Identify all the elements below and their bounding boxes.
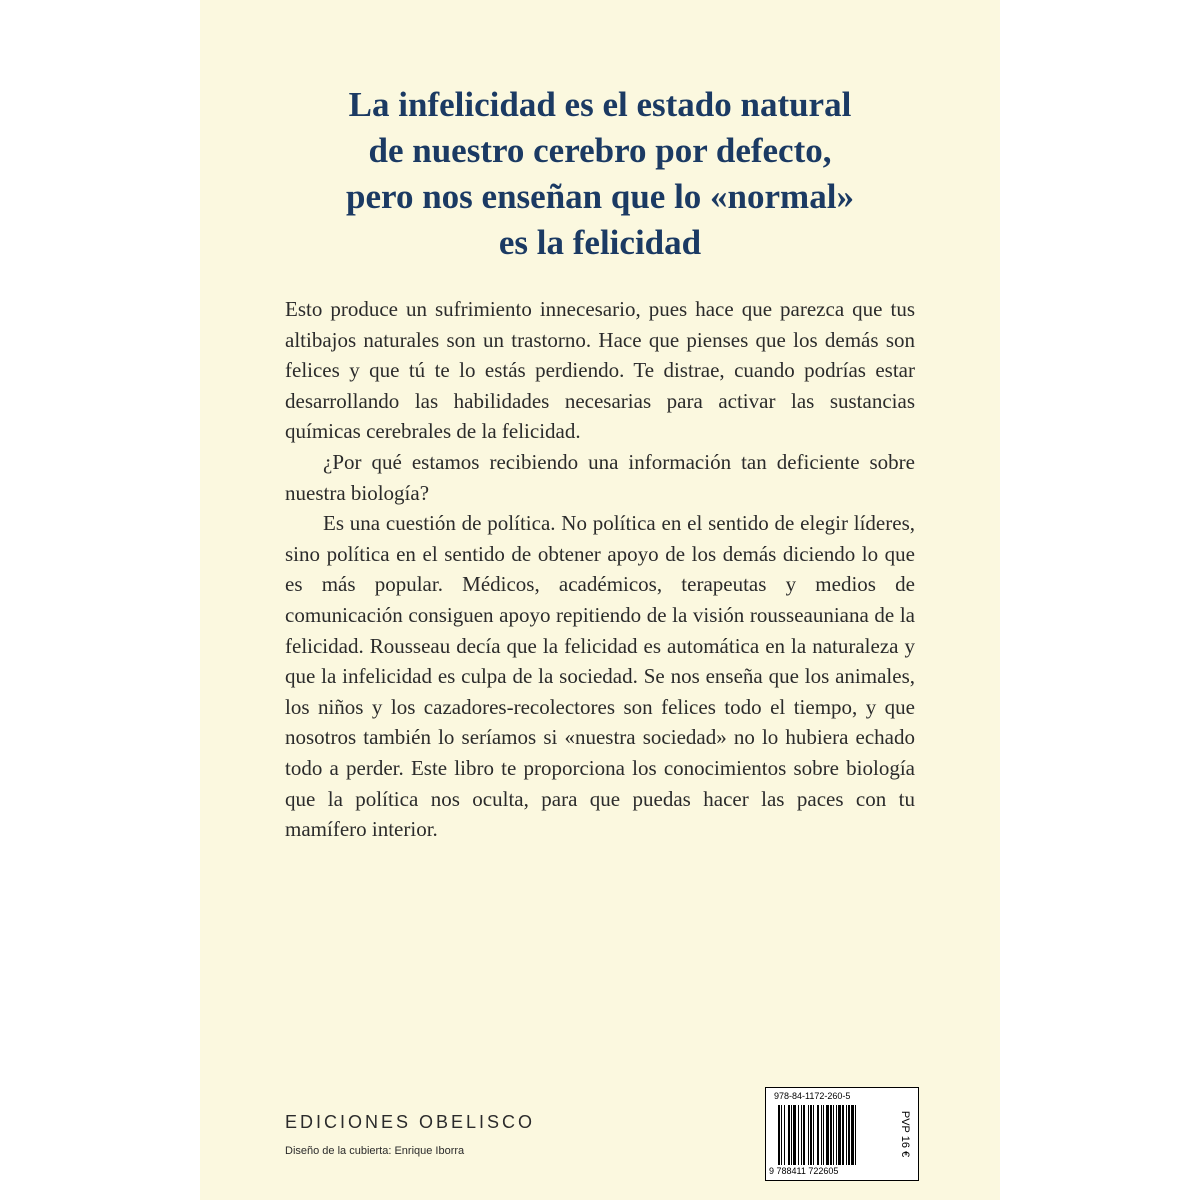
blurb xyxy=(285,294,915,845)
barcode-bar xyxy=(784,1105,785,1165)
blurb-paragraph: ¿Por qué estamos recibiendo una información tan deficiente sobre nuestra biología? xyxy=(285,449,915,505)
headline-line: de nuestro cerebro por defecto, xyxy=(368,131,832,170)
barcode-bar xyxy=(798,1105,799,1165)
price-label: PVP 16 € xyxy=(899,1110,911,1158)
barcode-bar xyxy=(808,1105,809,1165)
barcode-bar xyxy=(778,1105,780,1165)
barcode-bar xyxy=(788,1105,790,1165)
barcode-bar xyxy=(826,1105,829,1165)
isbn-number: 978-84-1172-260-5 xyxy=(774,1091,851,1101)
barcode-bars xyxy=(778,1105,895,1165)
isbn-barcode xyxy=(765,1087,919,1181)
barcode-bar xyxy=(848,1105,850,1165)
barcode-bar xyxy=(842,1105,844,1165)
barcode-bar xyxy=(833,1105,834,1165)
publisher-name: EDICIONES OBELISCO xyxy=(285,1112,536,1132)
barcode-bar xyxy=(781,1105,782,1165)
barcode-bar xyxy=(836,1105,837,1165)
book-back-cover xyxy=(200,0,1000,1200)
barcode-bar xyxy=(830,1105,832,1165)
barcode-bar xyxy=(821,1105,822,1165)
cover-design-credit: Diseño de la cubierta: Enrique Iborra xyxy=(285,1145,465,1157)
barcode-bar xyxy=(851,1105,854,1165)
barcode-bar xyxy=(855,1105,856,1165)
barcode-bar xyxy=(817,1105,819,1165)
barcode-bar xyxy=(810,1105,812,1165)
barcode-bar xyxy=(801,1105,802,1165)
barcode-bar xyxy=(813,1105,814,1165)
barcode-bar xyxy=(793,1105,796,1165)
headline-line: pero nos enseñan que lo «normal» xyxy=(346,177,854,216)
barcode-bar xyxy=(791,1105,792,1165)
headline-line: La infelicidad es el estado natural xyxy=(348,85,852,124)
headline-line: es la felicidad xyxy=(498,223,702,262)
barcode-bar xyxy=(823,1105,824,1165)
barcode-bar xyxy=(838,1105,841,1165)
barcode-bar xyxy=(803,1105,805,1165)
blurb-paragraph: Esto produce un sufrimiento innecesario, pues hace que parezca que tus altibajos naturales son un trastorno. Hace que pienses que los demás son felices y que tú te lo estás perdiendo. Te distrae, cuando podrías estar desarrollando las habilidades necesarias para activar las sustancias químicas cerebrales de la felicidad. xyxy=(285,297,915,444)
blurb-paragraph: Es una cuestión de política. No política en el sentido de elegir líderes, sino política en el sentido de obtener apoyo de los demás diciendo lo que es más popular. Médicos, académicos, terapeutas y medios de comunicación consiguen apoyo repitiendo de la visión rousseauniana de la felicidad. Rousseau decía que la felicidad es automática en la naturaleza y que la infelicidad es culpa de la sociedad. Se nos enseña que los animales, los niños y los cazadores-recolectores son felices todo el tiempo, y que nosotros también lo seríamos si «nuestra sociedad» no lo hubiera echado todo a perder. Este libro te proporciona los conocimientos sobre biología que la política nos oculta, para que puedas hacer las paces con tu mamífero interior. xyxy=(285,511,915,842)
barcode-digits: 9 788411 722605 xyxy=(769,1166,839,1176)
headline xyxy=(200,82,1000,266)
barcode-bar xyxy=(846,1105,847,1165)
